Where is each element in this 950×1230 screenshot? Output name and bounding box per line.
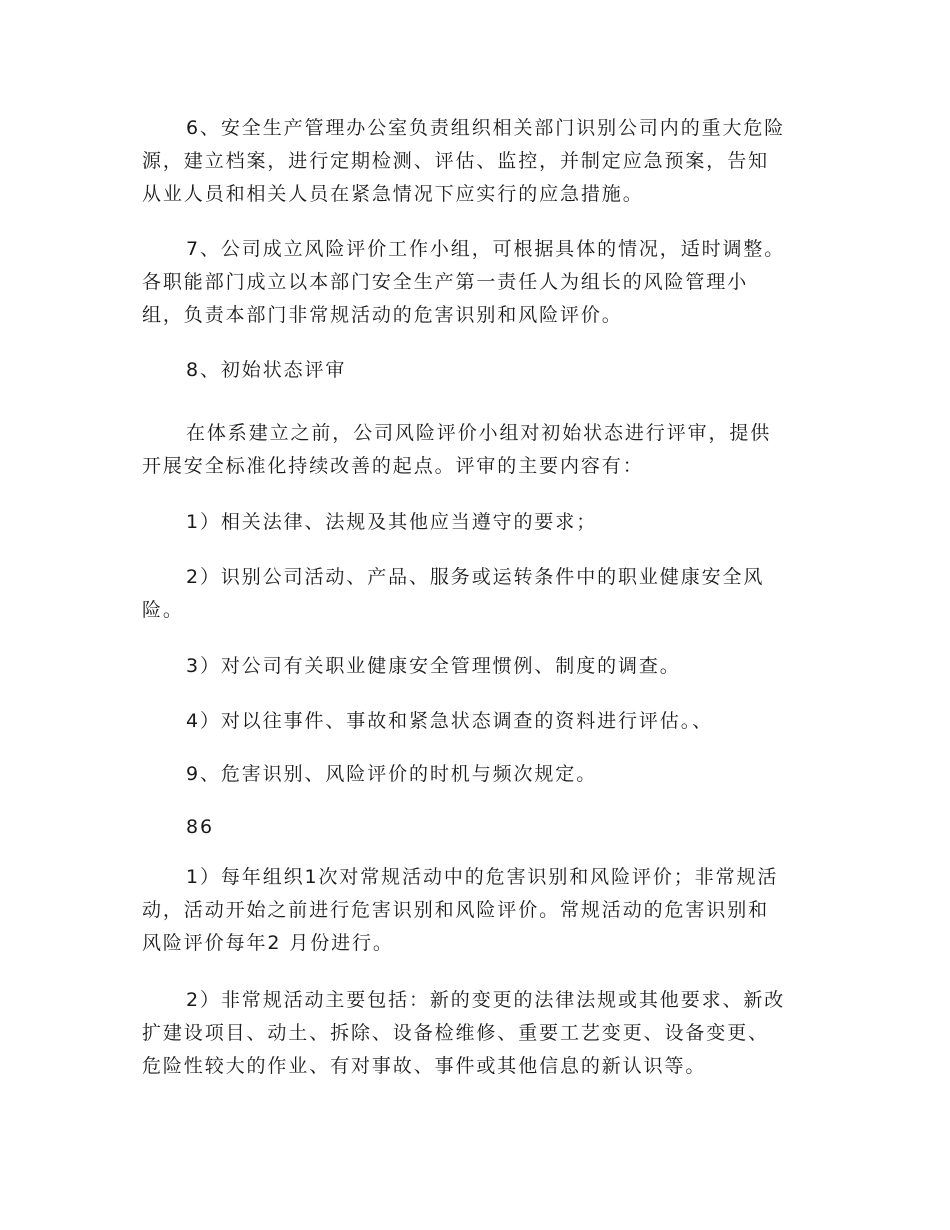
text-line: 险。 <box>142 599 184 621</box>
text-line: 86 <box>186 816 214 838</box>
list-item-review-1 <box>142 506 810 539</box>
page-number-text <box>142 811 810 844</box>
text-line: 2）非常规活动主要包括：新的变更的法律法规或其他要求、新改 <box>186 989 786 1011</box>
text-line: 危险性较大的作业、有对事故、事件或其他信息的新认识等。 <box>142 1055 707 1077</box>
paragraph-7-risk-team <box>142 233 810 332</box>
list-item-frequency-1 <box>142 861 810 960</box>
text-line: 动，活动开始之前进行危害识别和风险评价。常规活动的危害识别和 <box>142 899 770 921</box>
text-line: 9、危害识别、风险评价的时机与频次规定。 <box>186 763 598 785</box>
paragraph-6-major-hazards <box>142 112 810 211</box>
list-item-review-3 <box>142 650 810 683</box>
text-line: 2）识别公司活动、产品、服务或运转条件中的职业健康安全风 <box>186 566 765 588</box>
text-line: 从业人员和相关人员在紧急情况下应实行的应急措施。 <box>142 183 644 205</box>
text-line: 1）相关法律、法规及其他应当遵守的要求； <box>186 511 598 533</box>
text-line: 6、安全生产管理办公室负责组织相关部门识别公司内的重大危险 <box>186 117 786 139</box>
text-line: 扩建设项目、动土、拆除、设备检维修、重要工艺变更、设备变更、 <box>142 1022 770 1044</box>
text-line: 组，负责本部门非常规活动的危害识别和风险评价。 <box>142 304 623 326</box>
section-heading-9 <box>142 758 810 791</box>
text-line: 开展安全标准化持续改善的起点。评审的主要内容有： <box>142 455 644 477</box>
list-item-frequency-2 <box>142 984 810 1083</box>
text-line: 1）每年组织1次对常规活动中的危害识别和风险评价；非常规活 <box>186 866 779 888</box>
text-line: 风险评价每年2 月份进行。 <box>142 932 394 954</box>
text-line: 4）对以往事件、事故和紧急状态调查的资料进行评估。、 <box>186 710 713 732</box>
text-line: 3）对公司有关职业健康安全管理惯例、制度的调查。 <box>186 655 681 677</box>
text-line: 8、初始状态评审 <box>186 359 347 381</box>
section-heading-8 <box>142 354 810 387</box>
text-line: 在体系建立之前，公司风险评价小组对初始状态进行评审，提供 <box>186 422 772 444</box>
text-line: 各职能部门成立以本部门安全生产第一责任人为组长的风险管理小 <box>142 271 749 293</box>
text-line: 源，建立档案，进行定期检测、评估、监控，并制定应急预案，告知 <box>142 150 770 172</box>
list-item-review-2 <box>142 561 810 627</box>
paragraph-initial-review <box>142 417 810 483</box>
list-item-review-4 <box>142 705 810 738</box>
text-line: 7、公司成立风险评价工作小组，可根据具体的情况，适时调整。 <box>186 238 786 260</box>
